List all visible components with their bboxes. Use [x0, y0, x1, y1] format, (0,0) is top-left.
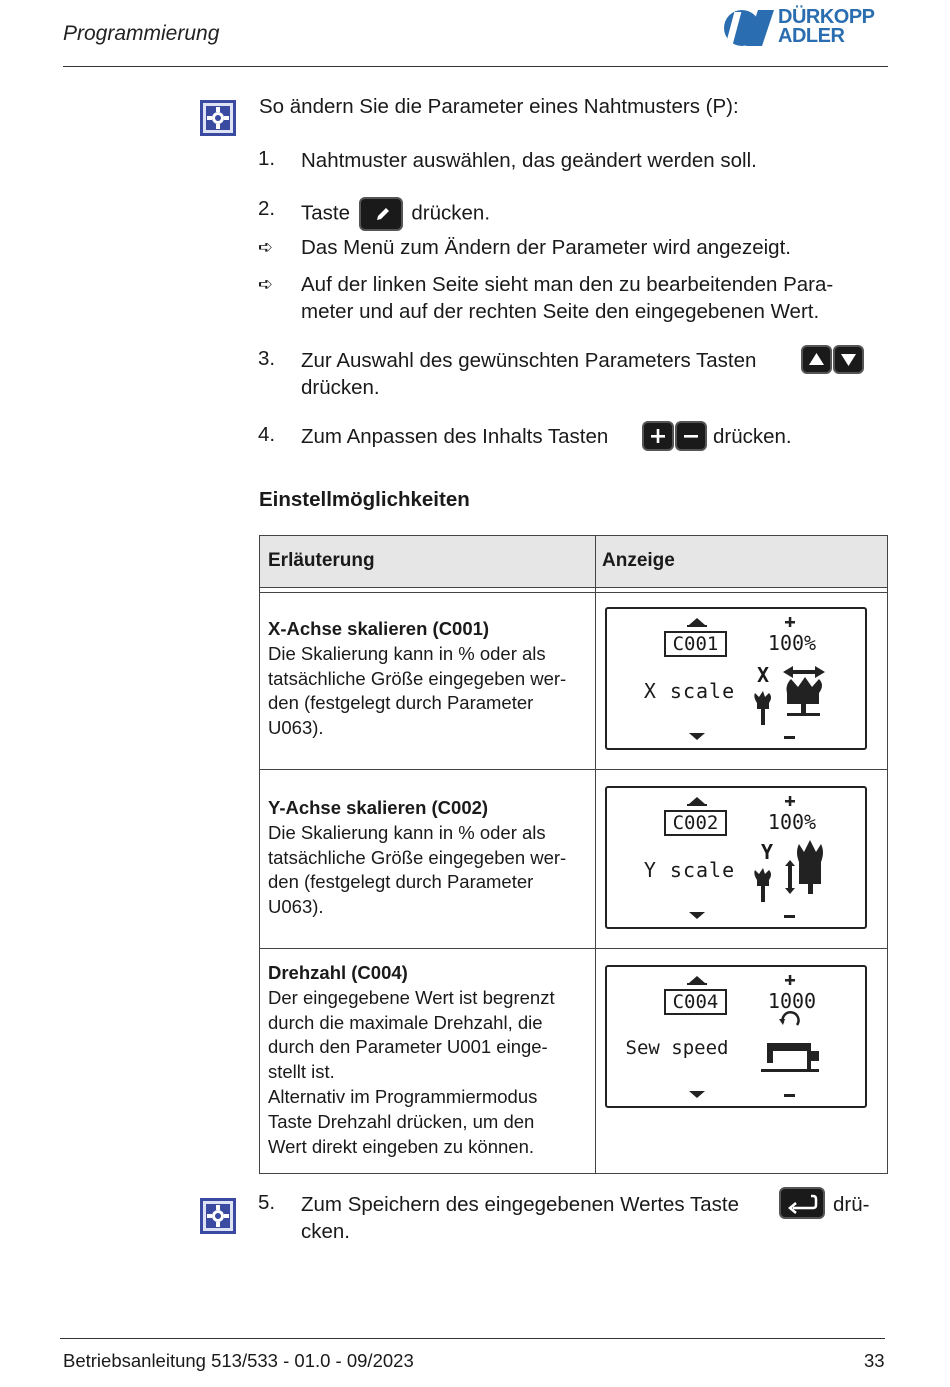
step-2-text-after: drücken. [411, 201, 491, 225]
row-2-line: den (festgelegt durch Parameter [268, 871, 534, 893]
lcd-axis-letter: Y [761, 840, 774, 864]
table-header-display: Anzeige [602, 550, 675, 571]
up-down-keys-icon [801, 345, 865, 375]
row-3-line: Taste Drehzahl drücken, um den [268, 1110, 535, 1132]
lcd-parameter-label: Sew speed [625, 1037, 729, 1059]
step-2-number: 2. [258, 197, 276, 220]
logo-line2: ADLER [778, 25, 845, 47]
lcd-value: 100% [767, 631, 817, 655]
lcd-parameter-code: C001 [664, 631, 727, 657]
plus-minus-keys-icon [642, 421, 708, 452]
edit-key-icon [359, 197, 403, 231]
logo-text [778, 8, 875, 46]
row-2-line: tatsächliche Größe eingegeben wer- [268, 846, 567, 868]
step-5-number: 5. [258, 1191, 276, 1214]
table-row [268, 617, 588, 741]
step-3-line1: Zur Auswahl des gewünschten Parameters Tasten [301, 349, 757, 372]
row-2-line: U063). [268, 896, 324, 918]
step-4-text-before: Zum Anpassen des Inhalts Tasten [301, 425, 609, 448]
intro-text: So ändern Sie die Parameter eines Nahtmusters (P): [259, 95, 739, 118]
table-row [268, 796, 588, 920]
lcd-display-x-scale [605, 607, 867, 750]
step-1-number: 1. [258, 147, 276, 170]
lcd-parameter-label: X scale [643, 679, 736, 703]
row-3-title: Drehzahl (C004) [268, 962, 408, 983]
footer-document-info: Betriebsanleitung 513/533 - 01.0 - 09/2023 [63, 1350, 414, 1371]
lcd-display-y-scale [605, 786, 867, 929]
header-divider [63, 66, 888, 67]
step-2-text [301, 197, 490, 231]
up-key-icon [801, 345, 832, 374]
result-2-line1: Auf der linken Seite sieht man den zu bearbeitenden Para- [301, 273, 834, 296]
table-header-row [260, 536, 887, 588]
enter-key-icon [779, 1187, 825, 1219]
step-4-number: 4. [258, 423, 276, 446]
lcd-parameter-label: Y scale [643, 858, 736, 882]
programming-icon [200, 1198, 236, 1234]
result-1-text: Das Menü zum Ändern der Parameter wird angezeigt. [301, 236, 791, 259]
row-1-title: X-Achse skalieren (C001) [268, 618, 490, 639]
lcd-parameter-code: C002 [664, 810, 727, 836]
step-5-line1: Zum Speichern des eingegebenen Wertes Taste [301, 1193, 739, 1216]
step-4-text-after: drücken. [713, 425, 792, 448]
step-1-text: Nahtmuster auswählen, das geändert werden soll. [301, 149, 757, 172]
page-number: 33 [864, 1350, 885, 1371]
row-3-line: durch die maximale Drehzahl, die [268, 1011, 543, 1033]
row-1-line: den (festgelegt durch Parameter [268, 692, 534, 714]
table-header-explanation: Erläuterung [268, 550, 375, 571]
logo-mark-icon [722, 6, 776, 50]
lcd-value: 100% [767, 810, 817, 834]
result-arrow-icon: ➪ [258, 274, 274, 294]
result-2-line2: meter und auf der rechten Seite den eingegebenen Wert. [301, 300, 820, 323]
step-5-line1-after: drü- [833, 1193, 870, 1216]
brand-logo [722, 6, 892, 50]
row-3-line: Wert direkt eingeben zu können. [268, 1135, 535, 1157]
step-3-number: 3. [258, 347, 276, 370]
row-1-line: tatsächliche Größe eingegeben wer- [268, 667, 567, 689]
minus-key-icon [675, 421, 707, 451]
step-2-text-before: Taste [301, 201, 350, 225]
lcd-value: 1000 [767, 989, 817, 1013]
table-header-divider [260, 592, 887, 593]
section-heading: Einstellmöglichkeiten [259, 488, 470, 511]
lcd-parameter-code: C004 [664, 989, 727, 1015]
footer-divider [60, 1338, 885, 1339]
lcd-display-sew-speed [605, 965, 867, 1108]
row-3-line: Der eingegebene Wert ist begrenzt [268, 986, 555, 1008]
header-title: Programmierung [63, 22, 220, 45]
row-3-line: stellt ist. [268, 1061, 335, 1083]
settings-table [259, 535, 888, 1174]
plus-key-icon [642, 421, 674, 451]
down-key-icon [833, 345, 864, 374]
row-1-line: U063). [268, 717, 324, 739]
logo-line1: DÜRKOPP [778, 6, 875, 28]
table-column-divider [595, 536, 596, 1173]
row-2-title: Y-Achse skalieren (C002) [268, 797, 489, 818]
step-5-line2: cken. [301, 1220, 350, 1243]
row-3-line: Alternativ im Programmiermodus [268, 1085, 538, 1107]
row-3-line: durch den Parameter U001 einge- [268, 1036, 548, 1058]
step-3-line2: drücken. [301, 376, 380, 399]
row-2-line: Die Skalierung kann in % oder als [268, 821, 546, 843]
result-arrow-icon: ➪ [258, 237, 274, 257]
programming-icon [200, 100, 236, 136]
table-row-divider [260, 769, 887, 770]
table-row [268, 961, 588, 1159]
table-row-divider [260, 948, 887, 949]
lcd-axis-letter: X [757, 663, 770, 687]
row-1-line: Die Skalierung kann in % oder als [268, 642, 546, 664]
